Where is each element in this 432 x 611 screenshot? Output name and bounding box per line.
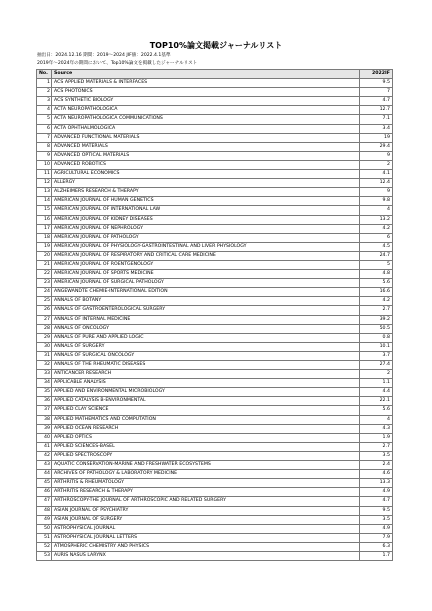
row-number: 22 <box>37 270 52 279</box>
table-row <box>37 515 393 524</box>
journal-name: ARTHRITIS RESEARCH & THERAPY <box>52 488 360 497</box>
table-row <box>37 324 393 333</box>
row-number: 3 <box>37 97 52 106</box>
list-description: 2019年〜2024年の期間において、Top10%論文を掲載したジャーナルリスト <box>37 61 198 66</box>
table-row <box>37 170 393 179</box>
row-number: 19 <box>37 242 52 251</box>
impact-factor: 3.4 <box>360 124 393 133</box>
journal-name: ASIAN JOURNAL OF PSYCHIATRY <box>52 506 360 515</box>
table-row <box>37 224 393 233</box>
journal-name: ANNALS OF INTERNAL MEDICINE <box>52 315 360 324</box>
table-row <box>37 379 393 388</box>
row-number: 34 <box>37 379 52 388</box>
table-row <box>37 306 393 315</box>
row-number: 45 <box>37 479 52 488</box>
row-number: 5 <box>37 115 52 124</box>
table-row <box>37 542 393 551</box>
row-number: 4 <box>37 106 52 115</box>
row-number: 32 <box>37 361 52 370</box>
impact-factor: 6 <box>360 233 393 242</box>
row-number: 16 <box>37 215 52 224</box>
journal-name: ANNALS OF SURGICAL ONCOLOGY <box>52 351 360 360</box>
journal-name: AMERICAN JOURNAL OF HUMAN GENETICS <box>52 197 360 206</box>
table-row <box>37 197 393 206</box>
table-row <box>37 215 393 224</box>
row-number: 1 <box>37 79 52 88</box>
table-row <box>37 79 393 88</box>
impact-factor: 19 <box>360 133 393 142</box>
row-number: 48 <box>37 506 52 515</box>
impact-factor: 4.6 <box>360 470 393 479</box>
journal-name: AURIS NASUS LARYNX <box>52 551 360 560</box>
table-row <box>37 160 393 169</box>
impact-factor: 12.7 <box>360 106 393 115</box>
row-number: 43 <box>37 461 52 470</box>
journal-name: ANNALS OF BOTANY <box>52 297 360 306</box>
table-row <box>37 442 393 451</box>
table-row <box>37 424 393 433</box>
row-number: 35 <box>37 388 52 397</box>
impact-factor: 4.9 <box>360 524 393 533</box>
impact-factor: 2.4 <box>360 461 393 470</box>
impact-factor: 9.5 <box>360 79 393 88</box>
journal-name: APPLIED CATALYSIS B-ENVIRONMENTAL <box>52 397 360 406</box>
impact-factor: 7.9 <box>360 533 393 542</box>
impact-factor: 1.7 <box>360 551 393 560</box>
table-row <box>37 351 393 360</box>
journal-name: ARTHROSCOPY-THE JOURNAL OF ARTHROSCOPIC AND RELATED SURGERY <box>52 497 360 506</box>
impact-factor: 39.2 <box>360 315 393 324</box>
row-number: 8 <box>37 142 52 151</box>
journal-name: AMERICAN JOURNAL OF SURGICAL PATHOLOGY <box>52 279 360 288</box>
impact-factor: 3.5 <box>360 515 393 524</box>
document-title: TOP10%論文掲載ジャーナルリスト <box>149 41 283 50</box>
journal-name: ANNALS OF GASTROENTEROLOGICAL SURGERY <box>52 306 360 315</box>
impact-factor: 9 <box>360 188 393 197</box>
journal-name: ACS SYNTHETIC BIOLOGY <box>52 97 360 106</box>
table-row <box>37 97 393 106</box>
table-row <box>37 524 393 533</box>
journal-name: AQUATIC CONSERVATION-MARINE AND FRESHWATER ECOSYSTEMS <box>52 461 360 470</box>
row-number: 38 <box>37 415 52 424</box>
row-number: 14 <box>37 197 52 206</box>
journal-name: AMERICAN JOURNAL OF PHYSIOLOGY-GASTROINTESTINAL AND LIVER PHYSIOLOGY <box>52 242 360 251</box>
table-row <box>37 270 393 279</box>
impact-factor: 13.3 <box>360 479 393 488</box>
journal-name: AMERICAN JOURNAL OF NEPHROLOGY <box>52 224 360 233</box>
row-number: 33 <box>37 370 52 379</box>
row-number: 2 <box>37 88 52 97</box>
journal-name: ASTROPHYSICAL JOURNAL <box>52 524 360 533</box>
impact-factor: 0.8 <box>360 333 393 342</box>
impact-factor: 6.3 <box>360 542 393 551</box>
journal-name: APPLIED SPECTROSCOPY <box>52 451 360 460</box>
table-row <box>37 497 393 506</box>
table-row <box>37 470 393 479</box>
table-row <box>37 279 393 288</box>
table-row <box>37 333 393 342</box>
journal-name: ATMOSPHERIC CHEMISTRY AND PHYSICS <box>52 542 360 551</box>
row-number: 21 <box>37 260 52 269</box>
impact-factor: 27.4 <box>360 361 393 370</box>
impact-factor: 12.4 <box>360 179 393 188</box>
journal-name: AMERICAN JOURNAL OF INTERNATIONAL LAW <box>52 206 360 215</box>
impact-factor: 7.1 <box>360 115 393 124</box>
impact-factor: 4.2 <box>360 297 393 306</box>
row-number: 37 <box>37 406 52 415</box>
impact-factor: 5.6 <box>360 279 393 288</box>
journal-name: ANNALS OF PURE AND APPLIED LOGIC <box>52 333 360 342</box>
table-row <box>37 151 393 160</box>
journal-name: ALLERGY <box>52 179 360 188</box>
row-number: 46 <box>37 488 52 497</box>
journal-name: ASTROPHYSICAL JOURNAL LETTERS <box>52 533 360 542</box>
table-row <box>37 388 393 397</box>
impact-factor: 4.8 <box>360 270 393 279</box>
table-row <box>37 142 393 151</box>
journal-name: APPLIED AND ENVIRONMENTAL MICROBIOLOGY <box>52 388 360 397</box>
row-number: 9 <box>37 151 52 160</box>
row-number: 20 <box>37 251 52 260</box>
journal-name: APPLIED CLAY SCIENCE <box>52 406 360 415</box>
row-number: 49 <box>37 515 52 524</box>
table-row <box>37 179 393 188</box>
table-row <box>37 133 393 142</box>
journal-name: AMERICAN JOURNAL OF RESPIRATORY AND CRITICAL CARE MEDICINE <box>52 251 360 260</box>
table-row <box>37 233 393 242</box>
table-row <box>37 361 393 370</box>
impact-factor: 3.5 <box>360 451 393 460</box>
impact-factor: 4.4 <box>360 388 393 397</box>
impact-factor: 4.1 <box>360 170 393 179</box>
impact-factor: 1.1 <box>360 379 393 388</box>
table-row <box>37 406 393 415</box>
impact-factor: 7 <box>360 88 393 97</box>
journal-name: APPLICABLE ANALYSIS <box>52 379 360 388</box>
table-row <box>37 315 393 324</box>
row-number: 7 <box>37 133 52 142</box>
impact-factor: 13.2 <box>360 215 393 224</box>
row-number: 11 <box>37 170 52 179</box>
journal-name: ANNALS OF SURGERY <box>52 342 360 351</box>
row-number: 23 <box>37 279 52 288</box>
table-row <box>37 461 393 470</box>
table-row <box>37 551 393 560</box>
journal-name: ANTICANCER RESEARCH <box>52 370 360 379</box>
table-row <box>37 106 393 115</box>
impact-factor: 24.7 <box>360 251 393 260</box>
impact-factor: 4.9 <box>360 488 393 497</box>
table-row <box>37 479 393 488</box>
journal-name: APPLIED OCEAN RESEARCH <box>52 424 360 433</box>
impact-factor: 50.5 <box>360 324 393 333</box>
table-row <box>37 115 393 124</box>
table-row <box>37 124 393 133</box>
impact-factor: 2.7 <box>360 442 393 451</box>
impact-factor: 2 <box>360 160 393 169</box>
journal-name: ANNALS OF ONCOLOGY <box>52 324 360 333</box>
impact-factor: 3.7 <box>360 351 393 360</box>
impact-factor: 4.7 <box>360 497 393 506</box>
impact-factor: 16.6 <box>360 288 393 297</box>
journal-name: AGRICULTURAL ECONOMICS <box>52 170 360 179</box>
table-row <box>37 297 393 306</box>
header-no: No. <box>37 70 52 79</box>
journal-name: ASIAN JOURNAL OF SURGERY <box>52 515 360 524</box>
impact-factor: 22.1 <box>360 397 393 406</box>
row-number: 52 <box>37 542 52 551</box>
header-source: Source <box>52 70 360 79</box>
table-body <box>37 79 393 561</box>
journal-name: APPLIED SCIENCES-BASEL <box>52 442 360 451</box>
row-number: 27 <box>37 315 52 324</box>
header-impact-factor: 2022IF <box>360 70 393 79</box>
impact-factor: 4 <box>360 206 393 215</box>
journal-name: ALZHEIMERS RESEARCH & THERAPY <box>52 188 360 197</box>
row-number: 28 <box>37 324 52 333</box>
row-number: 6 <box>37 124 52 133</box>
row-number: 53 <box>37 551 52 560</box>
row-number: 18 <box>37 233 52 242</box>
journal-name: ACTA NEUROPATHOLOGICA <box>52 106 360 115</box>
journal-name: AMERICAN JOURNAL OF KIDNEY DISEASES <box>52 215 360 224</box>
journal-name: AMERICAN JOURNAL OF SPORTS MEDICINE <box>52 270 360 279</box>
table-row <box>37 533 393 542</box>
journal-name: AMERICAN JOURNAL OF PATHOLOGY <box>52 233 360 242</box>
journal-name: ACS PHOTONICS <box>52 88 360 97</box>
journal-name: ACTA OPHTHALMOLOGICA <box>52 124 360 133</box>
impact-factor: 9.5 <box>360 506 393 515</box>
row-number: 15 <box>37 206 52 215</box>
row-number: 13 <box>37 188 52 197</box>
table-row <box>37 251 393 260</box>
journal-name: ANGEWANDTE CHEMIE-INTERNATIONAL EDITION <box>52 288 360 297</box>
journal-name: ADVANCED MATERIALS <box>52 142 360 151</box>
journal-name: ADVANCED ROBOTICS <box>52 160 360 169</box>
row-number: 12 <box>37 179 52 188</box>
impact-factor: 4 <box>360 415 393 424</box>
row-number: 36 <box>37 397 52 406</box>
impact-factor: 29.4 <box>360 142 393 151</box>
table-row <box>37 397 393 406</box>
table-header-row <box>37 70 393 79</box>
table-row <box>37 88 393 97</box>
impact-factor: 4.7 <box>360 97 393 106</box>
impact-factor: 4.2 <box>360 224 393 233</box>
journal-name: ADVANCED FUNCTIONAL MATERIALS <box>52 133 360 142</box>
table-row <box>37 260 393 269</box>
row-number: 40 <box>37 433 52 442</box>
table-row <box>37 342 393 351</box>
journal-name: ACS APPLIED MATERIALS & INTERFACES <box>52 79 360 88</box>
journal-name: APPLIED OPTICS <box>52 433 360 442</box>
table-row <box>37 206 393 215</box>
table-row <box>37 415 393 424</box>
row-number: 50 <box>37 524 52 533</box>
impact-factor: 4.3 <box>360 424 393 433</box>
journal-name: APPLIED MATHEMATICS AND COMPUTATION <box>52 415 360 424</box>
impact-factor: 9.8 <box>360 197 393 206</box>
impact-factor: 2 <box>360 370 393 379</box>
table-row <box>37 506 393 515</box>
journal-name: ADVANCED OPTICAL MATERIALS <box>52 151 360 160</box>
row-number: 10 <box>37 160 52 169</box>
table-row <box>37 370 393 379</box>
row-number: 26 <box>37 306 52 315</box>
table-row <box>37 188 393 197</box>
journal-name: AMERICAN JOURNAL OF ROENTGENOLOGY <box>52 260 360 269</box>
row-number: 47 <box>37 497 52 506</box>
impact-factor: 10.1 <box>360 342 393 351</box>
journal-name: ANNALS OF THE RHEUMATIC DISEASES <box>52 361 360 370</box>
row-number: 30 <box>37 342 52 351</box>
table-row <box>37 288 393 297</box>
row-number: 39 <box>37 424 52 433</box>
row-number: 31 <box>37 351 52 360</box>
table-row <box>37 451 393 460</box>
impact-factor: 9 <box>360 151 393 160</box>
table-row <box>37 488 393 497</box>
row-number: 44 <box>37 470 52 479</box>
row-number: 25 <box>37 297 52 306</box>
journal-table <box>36 69 393 561</box>
journal-name: ARCHIVES OF PATHOLOGY & LABORATORY MEDICINE <box>52 470 360 479</box>
impact-factor: 5 <box>360 260 393 269</box>
table-row <box>37 433 393 442</box>
row-number: 24 <box>37 288 52 297</box>
journal-name: ACTA NEUROPATHOLOGICA COMMUNICATIONS <box>52 115 360 124</box>
row-number: 42 <box>37 451 52 460</box>
row-number: 41 <box>37 442 52 451</box>
impact-factor: 1.9 <box>360 433 393 442</box>
impact-factor: 5.6 <box>360 406 393 415</box>
journal-name: ARTHRITIS & RHEUMATOLOGY <box>52 479 360 488</box>
extraction-info: 抽出日：2024.12.16 期間：2019〜2024 JIF値：2022.4.1基準 <box>37 53 171 58</box>
row-number: 29 <box>37 333 52 342</box>
row-number: 17 <box>37 224 52 233</box>
impact-factor: 2.7 <box>360 306 393 315</box>
impact-factor: 4.5 <box>360 242 393 251</box>
table-row <box>37 242 393 251</box>
row-number: 51 <box>37 533 52 542</box>
